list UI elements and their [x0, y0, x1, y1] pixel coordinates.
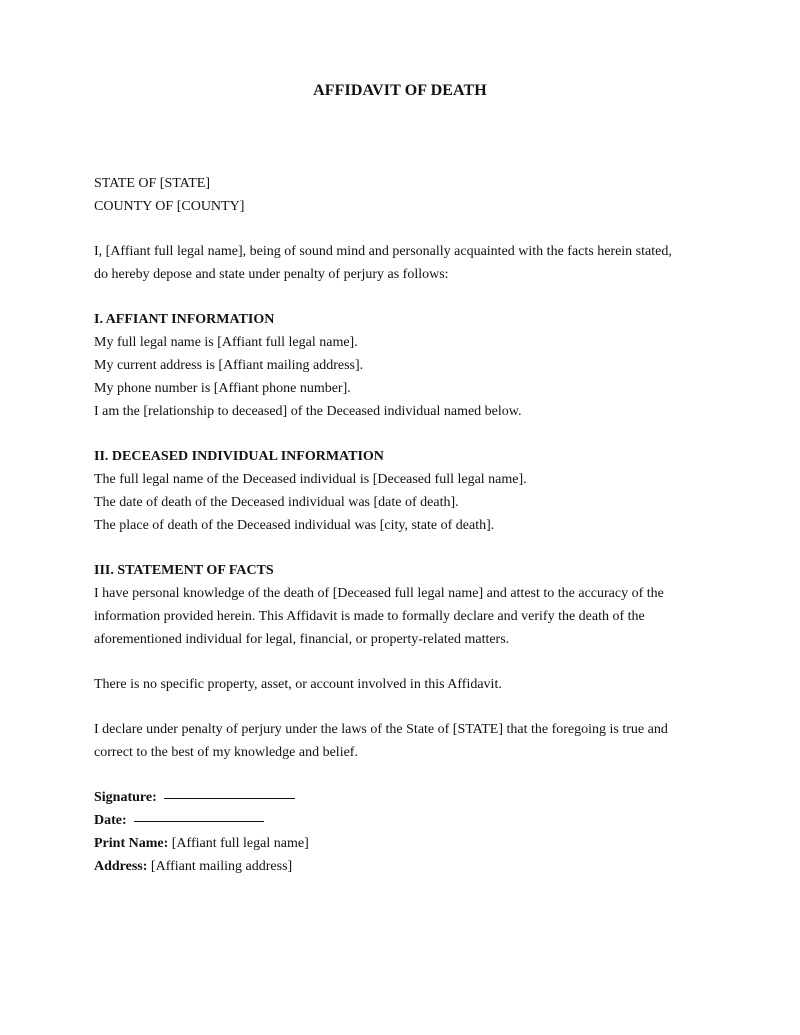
spacer [94, 423, 714, 445]
print-name-label: Print Name: [94, 836, 172, 851]
document-title: AFFIDAVIT OF DEATH [313, 82, 487, 99]
document-body [94, 172, 714, 878]
section-heading-facts: III. STATEMENT OF FACTS [94, 563, 274, 578]
deceased-line: The place of death of the Deceased individual was [city, state of death]. [94, 518, 495, 533]
address-row [94, 855, 714, 878]
date-blank-line[interactable] [134, 820, 264, 822]
section-heading-affiant: I. AFFIANT INFORMATION [94, 312, 275, 327]
affiant-line: My full legal name is [Affiant full legal name]. [94, 335, 358, 350]
venue-county: COUNTY OF [COUNTY] [94, 199, 245, 214]
affiant-line: My current address is [Affiant mailing address]. [94, 358, 364, 373]
section-heading-deceased: II. DECEASED INDIVIDUAL INFORMATION [94, 449, 384, 464]
facts-line: information provided herein. This Affidavit is made to formally declare and verify the death of the [94, 609, 645, 624]
affiant-line: I am the [relationship to deceased] of the Deceased individual named below. [94, 404, 522, 419]
print-name-value: [Affiant full legal name] [171, 836, 309, 851]
date-label: Date: [94, 813, 127, 828]
intro-line: do hereby depose and state under penalty of perjury as follows: [94, 267, 449, 282]
date-row [94, 809, 714, 832]
deceased-line: The full legal name of the Deceased individual is [Deceased full legal name]. [94, 472, 527, 487]
address-value: [Affiant mailing address] [150, 859, 293, 874]
signature-label: Signature: [94, 790, 157, 805]
declaration-line: correct to the best of my knowledge and belief. [94, 745, 358, 760]
spacer [94, 218, 714, 240]
spacer [94, 651, 714, 673]
declaration-line: I declare under penalty of perjury under the laws of the State of [STATE] that the foregoing is true and [94, 722, 668, 737]
spacer [94, 764, 714, 786]
deceased-line: The date of death of the Deceased individual was [date of death]. [94, 495, 459, 510]
spacer [94, 286, 714, 308]
facts-line: aforementioned individual for legal, financial, or property-related matters. [94, 632, 510, 647]
signature-blank-line[interactable] [164, 797, 295, 799]
facts-line: I have personal knowledge of the death of [Deceased full legal name] and attest to the accuracy of the [94, 586, 664, 601]
spacer [94, 537, 714, 559]
spacer [94, 696, 714, 718]
intro-line: I, [Affiant full legal name], being of sound mind and personally acquainted with the facts herein stated, [94, 244, 672, 259]
venue-state: STATE OF [STATE] [94, 176, 210, 191]
print-name-row [94, 832, 714, 855]
no-property-statement: There is no specific property, asset, or account involved in this Affidavit. [94, 677, 502, 692]
signature-row [94, 786, 714, 809]
affiant-line: My phone number is [Affiant phone number]. [94, 381, 351, 396]
address-label: Address: [94, 859, 151, 874]
